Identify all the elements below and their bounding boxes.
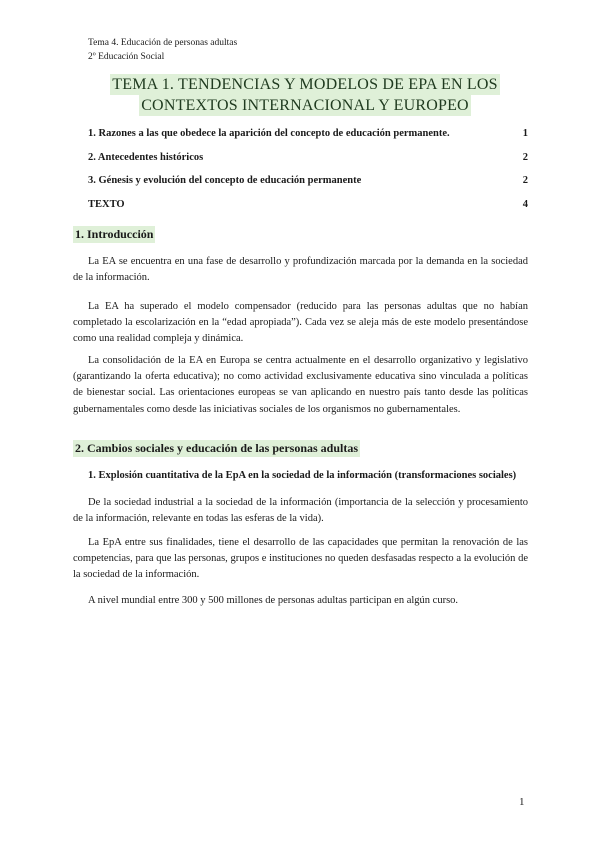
- subsection-heading: 1. Explosión cuantitativa de la EpA en la sociedad de la información (transformaciones sociales): [88, 470, 517, 481]
- toc-entry[interactable]: [88, 152, 528, 176]
- document-title: [60, 74, 550, 116]
- toc-entry[interactable]: [88, 128, 528, 152]
- toc-entry-page: 1: [522, 128, 528, 139]
- paragraph: La EA ha superado el modelo compensador (reducido para las personas adultas que no habían completado la escolarización en la “edad apropiada”). Cada vez se aleja más de este modelo presentándose como una realidad compleja y dinámica.: [73, 301, 528, 345]
- toc-entry-label: TEXTO: [88, 198, 125, 210]
- page-header: [88, 36, 237, 64]
- paragraph: La consolidación de la EA en Europa se centra actualmente en el desarrollo organizativo y legislativo (garantizando la oferta educativa); no como actividad exclusivamente educativa sino vinculada a políticas de bienestar social. Las orientaciones europeas se van aplicando en nuestro país tanto desde las políticas gubernamentales como desde las iniciativas sociales de los organismos no gubernamentales.: [73, 355, 528, 415]
- title-line-1: TEMA 1. TENDENCIAS Y MODELOS DE EPA EN LOS: [112, 76, 498, 93]
- table-of-contents: [88, 128, 528, 222]
- title-line-2: CONTEXTOS INTERNACIONAL Y EUROPEO: [141, 97, 469, 114]
- toc-entry-page: 2: [522, 151, 528, 163]
- paragraph: La EpA entre sus finalidades, tiene el desarrollo de las capacidades que permitan la renovación de las competencias, para que las personas, grupos e instituciones no queden desfasadas respecto a la evolución de la sociedad de la información.: [73, 537, 528, 581]
- toc-entry-label: 3. Génesis y evolución del concepto de educación permanente: [88, 175, 362, 186]
- paragraph: La EA se encuentra en una fase de desarrollo y profundización marcada por la demanda en la sociedad de la información.: [73, 256, 528, 284]
- paragraph: De la sociedad industrial a la sociedad de la información (importancia de la selección y procesamiento de la información, relevante en todas las esferas de la vida).: [73, 497, 528, 525]
- toc-entry-label: 1. Razones a las que obedece la aparición del concepto de educación permanente.: [88, 128, 450, 139]
- page-number: 1: [519, 796, 525, 808]
- toc-entry-label: 2. Antecedentes históricos: [88, 151, 204, 163]
- toc-entry-page: 4: [522, 198, 528, 210]
- toc-entry[interactable]: [88, 175, 528, 199]
- toc-entry-page: 2: [522, 175, 528, 186]
- paragraph: A nivel mundial entre 300 y 500 millones de personas adultas participan en algún curso.: [88, 595, 459, 606]
- section-heading-cambios-sociales: 2. Cambios sociales y educación de las personas adultas: [75, 441, 359, 455]
- header-course: Tema 4. Educación de personas adultas: [88, 38, 238, 48]
- section-heading-introduccion: 1. Introducción: [75, 227, 154, 241]
- toc-entry[interactable]: [88, 199, 528, 223]
- header-degree: 2º Educación Social: [88, 52, 165, 62]
